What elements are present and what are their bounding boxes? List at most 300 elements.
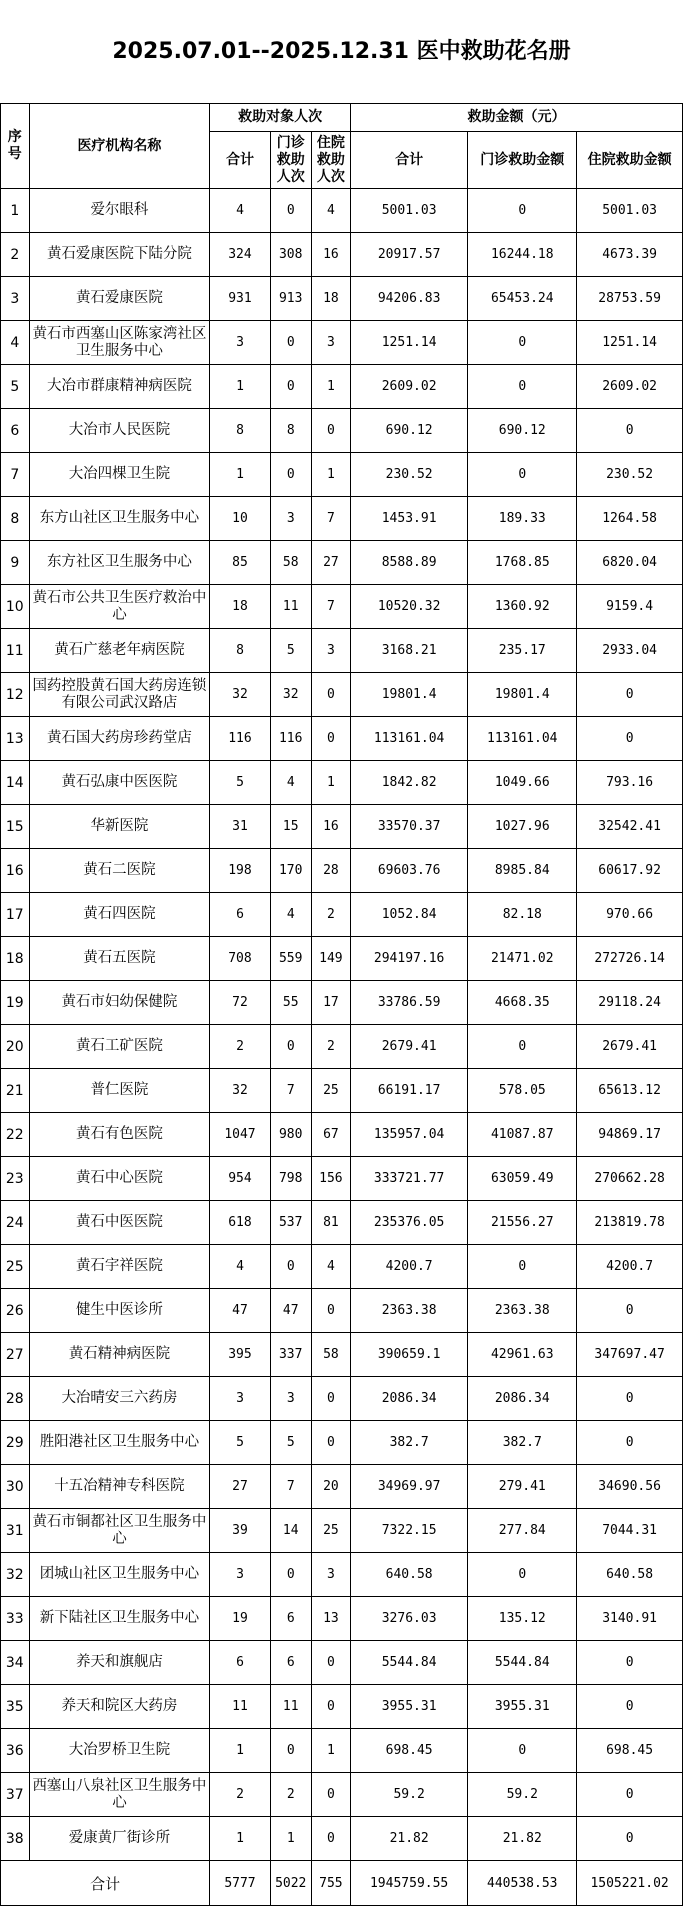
table-row (1, 1333, 683, 1377)
amount-inpatient: 347697.47 (577, 1333, 683, 1377)
persons-inpatient: 4 (311, 189, 350, 233)
amount-outpatient: 21471.02 (468, 937, 577, 981)
row-index: 15 (1, 805, 30, 849)
table-row (1, 1245, 683, 1289)
persons-total: 11 (210, 1685, 270, 1729)
amount-total: 1251.14 (350, 321, 467, 365)
persons-total: 395 (210, 1333, 270, 1377)
amount-total: 20917.57 (350, 233, 467, 277)
institution-name: 华新医院 (29, 805, 210, 849)
persons-inpatient: 0 (311, 1773, 350, 1817)
row-index: 14 (1, 761, 30, 805)
persons-outpatient: 7 (270, 1069, 311, 1113)
institution-name: 黄石市妇幼保健院 (29, 981, 210, 1025)
amount-inpatient: 7044.31 (577, 1509, 683, 1553)
persons-total: 31 (210, 805, 270, 849)
row-index: 3 (1, 277, 30, 321)
persons-inpatient: 0 (311, 1685, 350, 1729)
header-amount-inpatient: 住院救助金额 (577, 132, 683, 189)
persons-inpatient: 0 (311, 717, 350, 761)
institution-name: 黄石广慈老年病医院 (29, 629, 210, 673)
persons-outpatient: 170 (270, 849, 311, 893)
amount-outpatient: 4668.35 (468, 981, 577, 1025)
persons-outpatient: 14 (270, 1509, 311, 1553)
persons-inpatient: 13 (311, 1597, 350, 1641)
persons-total: 1 (210, 1729, 270, 1773)
institution-name: 黄石爱康医院 (29, 277, 210, 321)
table-row (1, 1377, 683, 1421)
amount-inpatient: 2609.02 (577, 365, 683, 409)
table-row (1, 1025, 683, 1069)
institution-name: 黄石宇祥医院 (29, 1245, 210, 1289)
amount-outpatient: 65453.24 (468, 277, 577, 321)
persons-total: 931 (210, 277, 270, 321)
persons-total: 5 (210, 1421, 270, 1465)
institution-name: 大冶罗桥卫生院 (29, 1729, 210, 1773)
page-title: 2025.07.01--2025.12.31 医中救助花名册 (112, 39, 571, 64)
row-index: 36 (1, 1729, 30, 1773)
persons-total: 32 (210, 673, 270, 717)
amount-inpatient: 29118.24 (577, 981, 683, 1025)
persons-inpatient: 25 (311, 1509, 350, 1553)
amount-outpatient: 277.84 (468, 1509, 577, 1553)
persons-inpatient: 0 (311, 1817, 350, 1861)
amount-total: 230.52 (350, 453, 467, 497)
persons-total: 39 (210, 1509, 270, 1553)
table-row (1, 893, 683, 937)
persons-outpatient: 798 (270, 1157, 311, 1201)
persons-outpatient: 559 (270, 937, 311, 981)
amount-outpatient: 279.41 (468, 1465, 577, 1509)
amount-outpatient: 16244.18 (468, 233, 577, 277)
amount-outpatient: 82.18 (468, 893, 577, 937)
institution-name: 黄石市西塞山区陈家湾社区卫生服务中心 (29, 321, 210, 365)
persons-inpatient: 28 (311, 849, 350, 893)
persons-outpatient: 1 (270, 1817, 311, 1861)
persons-total: 27 (210, 1465, 270, 1509)
table-row (1, 1641, 683, 1685)
persons-outpatient: 913 (270, 277, 311, 321)
amount-total: 2363.38 (350, 1289, 467, 1333)
persons-inpatient: 1 (311, 761, 350, 805)
persons-outpatient: 32 (270, 673, 311, 717)
table-row (1, 365, 683, 409)
persons-inpatient: 1 (311, 453, 350, 497)
persons-total: 2 (210, 1773, 270, 1817)
total-amount-total: 1945759.55 (350, 1861, 467, 1906)
amount-total: 640.58 (350, 1553, 467, 1597)
row-index: 21 (1, 1069, 30, 1113)
amount-inpatient: 272726.14 (577, 937, 683, 981)
row-index: 28 (1, 1377, 30, 1421)
persons-inpatient: 0 (311, 1421, 350, 1465)
total-persons-outpatient: 5022 (270, 1861, 311, 1906)
amount-inpatient: 698.45 (577, 1729, 683, 1773)
institution-name: 新下陆社区卫生服务中心 (29, 1597, 210, 1641)
row-index: 25 (1, 1245, 30, 1289)
amount-outpatient: 0 (468, 1729, 577, 1773)
persons-inpatient: 3 (311, 1553, 350, 1597)
total-label: 合计 (1, 1861, 210, 1906)
institution-name: 东方山社区卫生服务中心 (29, 497, 210, 541)
persons-total: 8 (210, 629, 270, 673)
table-row (1, 321, 683, 365)
amount-outpatient: 1360.92 (468, 585, 577, 629)
persons-inpatient: 156 (311, 1157, 350, 1201)
persons-inpatient: 25 (311, 1069, 350, 1113)
amount-inpatient: 640.58 (577, 1553, 683, 1597)
institution-name: 黄石爱康医院下陆分院 (29, 233, 210, 277)
persons-outpatient: 7 (270, 1465, 311, 1509)
table-row (1, 233, 683, 277)
row-index: 19 (1, 981, 30, 1025)
persons-inpatient: 4 (311, 1245, 350, 1289)
persons-total: 4 (210, 189, 270, 233)
persons-total: 32 (210, 1069, 270, 1113)
amount-inpatient: 4673.39 (577, 233, 683, 277)
row-index: 17 (1, 893, 30, 937)
amount-inpatient: 94869.17 (577, 1113, 683, 1157)
amount-inpatient: 2933.04 (577, 629, 683, 673)
amount-inpatient: 9159.4 (577, 585, 683, 629)
persons-outpatient: 55 (270, 981, 311, 1025)
amount-inpatient: 230.52 (577, 453, 683, 497)
header-persons-total: 合计 (210, 132, 270, 189)
table-row (1, 1685, 683, 1729)
row-index: 31 (1, 1509, 30, 1553)
amount-total: 2609.02 (350, 365, 467, 409)
persons-outpatient: 4 (270, 761, 311, 805)
persons-inpatient: 2 (311, 1025, 350, 1069)
row-index: 33 (1, 1597, 30, 1641)
table-row (1, 453, 683, 497)
amount-outpatient: 0 (468, 189, 577, 233)
amount-outpatient: 63059.49 (468, 1157, 577, 1201)
amount-total: 3955.31 (350, 1685, 467, 1729)
amount-total: 94206.83 (350, 277, 467, 321)
institution-name: 黄石精神病医院 (29, 1333, 210, 1377)
table-row (1, 1421, 683, 1465)
amount-inpatient: 0 (577, 673, 683, 717)
amount-total: 10520.32 (350, 585, 467, 629)
institution-name: 爱康黄厂街诊所 (29, 1817, 210, 1861)
row-index: 23 (1, 1157, 30, 1201)
persons-inpatient: 16 (311, 233, 350, 277)
amount-outpatient: 0 (468, 1245, 577, 1289)
amount-total: 2679.41 (350, 1025, 467, 1069)
amount-outpatient: 1027.96 (468, 805, 577, 849)
table-row (1, 1553, 683, 1597)
institution-name: 十五冶精神专科医院 (29, 1465, 210, 1509)
row-index: 8 (1, 497, 30, 541)
persons-outpatient: 0 (270, 321, 311, 365)
amount-total: 135957.04 (350, 1113, 467, 1157)
amount-inpatient: 793.16 (577, 761, 683, 805)
amount-outpatient: 42961.63 (468, 1333, 577, 1377)
amount-inpatient: 1251.14 (577, 321, 683, 365)
persons-total: 3 (210, 1553, 270, 1597)
amount-outpatient: 41087.87 (468, 1113, 577, 1157)
header-index: 序号 (1, 104, 30, 189)
persons-outpatient: 11 (270, 1685, 311, 1729)
header-persons-inpatient: 住院救助人次 (311, 132, 350, 189)
amount-inpatient: 0 (577, 1641, 683, 1685)
row-index: 4 (1, 321, 30, 365)
amount-outpatient: 578.05 (468, 1069, 577, 1113)
total-amount-inpatient: 1505221.02 (577, 1861, 683, 1906)
amount-total: 333721.77 (350, 1157, 467, 1201)
table-row (1, 277, 683, 321)
row-index: 29 (1, 1421, 30, 1465)
institution-name: 胜阳港社区卫生服务中心 (29, 1421, 210, 1465)
persons-outpatient: 5 (270, 1421, 311, 1465)
amount-total: 390659.1 (350, 1333, 467, 1377)
amount-outpatient: 0 (468, 453, 577, 497)
total-persons-total: 5777 (210, 1861, 270, 1906)
persons-outpatient: 537 (270, 1201, 311, 1245)
persons-total: 85 (210, 541, 270, 585)
persons-outpatient: 0 (270, 1245, 311, 1289)
institution-name: 黄石国大药房珍药堂店 (29, 717, 210, 761)
row-index: 10 (1, 585, 30, 629)
persons-outpatient: 308 (270, 233, 311, 277)
institution-name: 大冶晴安三六药房 (29, 1377, 210, 1421)
amount-inpatient: 270662.28 (577, 1157, 683, 1201)
amount-outpatient: 3955.31 (468, 1685, 577, 1729)
amount-outpatient: 59.2 (468, 1773, 577, 1817)
persons-inpatient: 7 (311, 497, 350, 541)
amount-inpatient: 34690.56 (577, 1465, 683, 1509)
amount-outpatient: 5544.84 (468, 1641, 577, 1685)
table-row (1, 717, 683, 761)
institution-name: 黄石弘康中医医院 (29, 761, 210, 805)
row-index: 5 (1, 365, 30, 409)
institution-name: 黄石中心医院 (29, 1157, 210, 1201)
persons-total: 116 (210, 717, 270, 761)
amount-outpatient: 0 (468, 321, 577, 365)
amount-outpatient: 135.12 (468, 1597, 577, 1641)
institution-name: 黄石五医院 (29, 937, 210, 981)
persons-total: 1047 (210, 1113, 270, 1157)
row-index: 35 (1, 1685, 30, 1729)
institution-name: 黄石市铜都社区卫生服务中心 (29, 1509, 210, 1553)
row-index: 37 (1, 1773, 30, 1817)
persons-total: 1 (210, 453, 270, 497)
persons-total: 954 (210, 1157, 270, 1201)
amount-inpatient: 0 (577, 717, 683, 761)
row-index: 34 (1, 1641, 30, 1685)
row-index: 1 (1, 189, 30, 233)
persons-inpatient: 27 (311, 541, 350, 585)
row-index: 32 (1, 1553, 30, 1597)
persons-outpatient: 8 (270, 409, 311, 453)
persons-outpatient: 3 (270, 497, 311, 541)
amount-inpatient: 32542.41 (577, 805, 683, 849)
persons-total: 1 (210, 1817, 270, 1861)
institution-name: 养天和院区大药房 (29, 1685, 210, 1729)
row-index: 24 (1, 1201, 30, 1245)
amount-outpatient: 19801.4 (468, 673, 577, 717)
persons-outpatient: 2 (270, 1773, 311, 1817)
persons-outpatient: 5 (270, 629, 311, 673)
amount-outpatient: 1049.66 (468, 761, 577, 805)
table-row (1, 1289, 683, 1333)
persons-total: 1 (210, 365, 270, 409)
table-row (1, 1597, 683, 1641)
institution-name: 大冶四棵卫生院 (29, 453, 210, 497)
institution-name: 大冶市人民医院 (29, 409, 210, 453)
institution-name: 大冶市群康精神病医院 (29, 365, 210, 409)
amount-inpatient: 4200.7 (577, 1245, 683, 1289)
amount-total: 21.82 (350, 1817, 467, 1861)
row-index: 27 (1, 1333, 30, 1377)
amount-inpatient: 60617.92 (577, 849, 683, 893)
amount-total: 3276.03 (350, 1597, 467, 1641)
amount-inpatient: 0 (577, 1817, 683, 1861)
table-body (1, 189, 683, 1861)
amount-total: 7322.15 (350, 1509, 467, 1553)
amount-inpatient: 1264.58 (577, 497, 683, 541)
total-row (1, 1861, 683, 1906)
institution-name: 黄石工矿医院 (29, 1025, 210, 1069)
amount-inpatient: 65613.12 (577, 1069, 683, 1113)
table-row (1, 1157, 683, 1201)
amount-inpatient: 5001.03 (577, 189, 683, 233)
amount-inpatient: 28753.59 (577, 277, 683, 321)
amount-total: 66191.17 (350, 1069, 467, 1113)
persons-outpatient: 58 (270, 541, 311, 585)
persons-total: 198 (210, 849, 270, 893)
amount-total: 19801.4 (350, 673, 467, 717)
row-index: 18 (1, 937, 30, 981)
amount-outpatient: 2363.38 (468, 1289, 577, 1333)
amount-inpatient: 0 (577, 1421, 683, 1465)
amount-total: 1052.84 (350, 893, 467, 937)
persons-total: 618 (210, 1201, 270, 1245)
header-institution-name: 医疗机构名称 (29, 104, 210, 189)
amount-inpatient: 213819.78 (577, 1201, 683, 1245)
amount-inpatient: 2679.41 (577, 1025, 683, 1069)
persons-outpatient: 0 (270, 453, 311, 497)
persons-total: 8 (210, 409, 270, 453)
persons-inpatient: 18 (311, 277, 350, 321)
amount-total: 698.45 (350, 1729, 467, 1773)
table-row (1, 937, 683, 981)
persons-inpatient: 0 (311, 409, 350, 453)
persons-inpatient: 20 (311, 1465, 350, 1509)
persons-inpatient: 149 (311, 937, 350, 981)
institution-name: 国药控股黄石国大药房连锁有限公司武汉路店 (29, 673, 210, 717)
amount-total: 3168.21 (350, 629, 467, 673)
persons-total: 5 (210, 761, 270, 805)
table-row (1, 1817, 683, 1861)
amount-total: 690.12 (350, 409, 467, 453)
institution-name: 爱尔眼科 (29, 189, 210, 233)
persons-inpatient: 1 (311, 365, 350, 409)
persons-outpatient: 0 (270, 1729, 311, 1773)
amount-total: 69603.76 (350, 849, 467, 893)
amount-total: 8588.89 (350, 541, 467, 585)
relief-roster-table (0, 103, 683, 1906)
amount-outpatient: 1768.85 (468, 541, 577, 585)
persons-inpatient: 16 (311, 805, 350, 849)
persons-total: 3 (210, 1377, 270, 1421)
amount-outpatient: 382.7 (468, 1421, 577, 1465)
amount-inpatient: 0 (577, 1685, 683, 1729)
persons-inpatient: 0 (311, 1377, 350, 1421)
table-row (1, 981, 683, 1025)
amount-total: 34969.97 (350, 1465, 467, 1509)
amount-inpatient: 0 (577, 1377, 683, 1421)
table-row (1, 1069, 683, 1113)
amount-total: 1453.91 (350, 497, 467, 541)
amount-outpatient: 21.82 (468, 1817, 577, 1861)
row-index: 16 (1, 849, 30, 893)
amount-total: 33570.37 (350, 805, 467, 849)
persons-total: 47 (210, 1289, 270, 1333)
header-persons-group: 救助对象人次 (210, 104, 351, 132)
persons-inpatient: 81 (311, 1201, 350, 1245)
persons-inpatient: 7 (311, 585, 350, 629)
row-index: 6 (1, 409, 30, 453)
row-index: 12 (1, 673, 30, 717)
amount-outpatient: 189.33 (468, 497, 577, 541)
table-row (1, 1201, 683, 1245)
institution-name: 团城山社区卫生服务中心 (29, 1553, 210, 1597)
amount-total: 1842.82 (350, 761, 467, 805)
persons-outpatient: 4 (270, 893, 311, 937)
amount-total: 113161.04 (350, 717, 467, 761)
row-index: 11 (1, 629, 30, 673)
table-row (1, 761, 683, 805)
institution-name: 东方社区卫生服务中心 (29, 541, 210, 585)
row-index: 30 (1, 1465, 30, 1509)
institution-name: 黄石四医院 (29, 893, 210, 937)
persons-outpatient: 337 (270, 1333, 311, 1377)
institution-name: 普仁医院 (29, 1069, 210, 1113)
amount-outpatient: 0 (468, 365, 577, 409)
amount-outpatient: 113161.04 (468, 717, 577, 761)
total-amount-outpatient: 440538.53 (468, 1861, 577, 1906)
persons-inpatient: 1 (311, 1729, 350, 1773)
table-row (1, 1509, 683, 1553)
amount-total: 5544.84 (350, 1641, 467, 1685)
row-index: 13 (1, 717, 30, 761)
persons-inpatient: 0 (311, 1289, 350, 1333)
amount-total: 2086.34 (350, 1377, 467, 1421)
amount-inpatient: 0 (577, 1773, 683, 1817)
persons-inpatient: 67 (311, 1113, 350, 1157)
persons-outpatient: 6 (270, 1641, 311, 1685)
persons-total: 6 (210, 893, 270, 937)
persons-inpatient: 3 (311, 629, 350, 673)
amount-outpatient: 8985.84 (468, 849, 577, 893)
table-row (1, 1465, 683, 1509)
institution-name: 养天和旗舰店 (29, 1641, 210, 1685)
amount-outpatient: 0 (468, 1025, 577, 1069)
institution-name: 黄石市公共卫生医疗救治中心 (29, 585, 210, 629)
institution-name: 黄石二医院 (29, 849, 210, 893)
persons-total: 2 (210, 1025, 270, 1069)
persons-outpatient: 6 (270, 1597, 311, 1641)
persons-total: 19 (210, 1597, 270, 1641)
table-row (1, 409, 683, 453)
amount-total: 33786.59 (350, 981, 467, 1025)
amount-outpatient: 0 (468, 1553, 577, 1597)
amount-total: 235376.05 (350, 1201, 467, 1245)
persons-outpatient: 3 (270, 1377, 311, 1421)
persons-outpatient: 980 (270, 1113, 311, 1157)
